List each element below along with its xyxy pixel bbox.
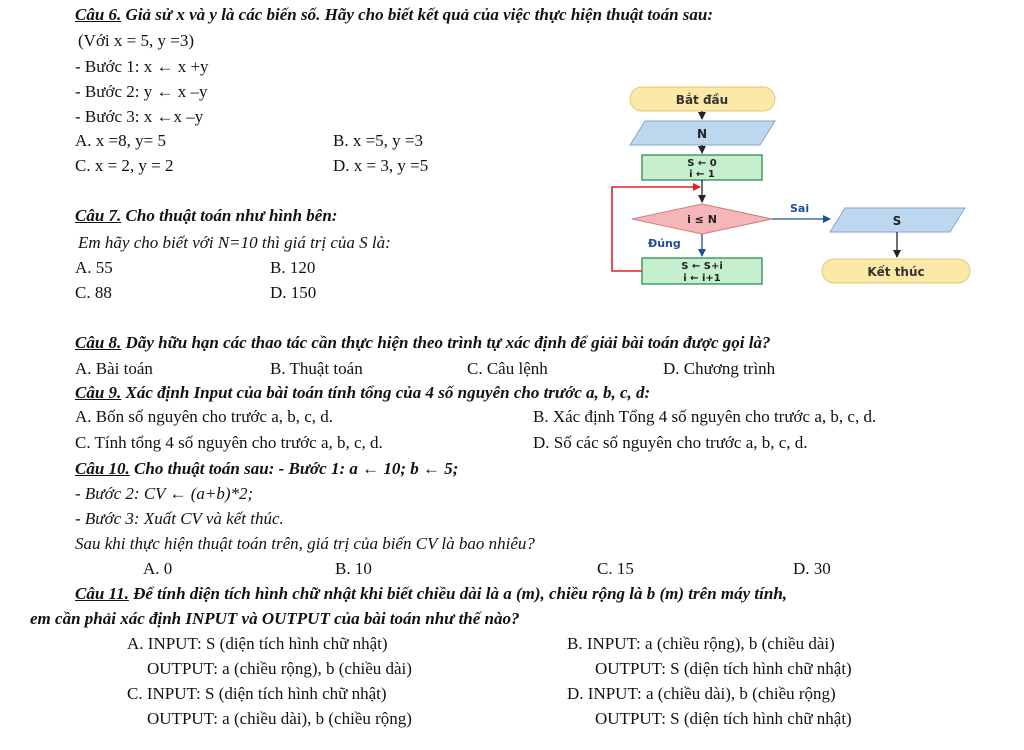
q8-option-b: B. Thuật toán xyxy=(270,359,363,378)
q11-option-b-input: B. INPUT: a (chiều rộng), b (chiều dài) xyxy=(567,634,835,653)
q7-heading xyxy=(75,205,337,227)
q11-option-a-input: A. INPUT: S (diện tích hình chữ nhật) xyxy=(127,634,388,653)
q6-text: Giả sử x và y là các biến số. Hãy cho biết kết quả của việc thực hiện thuật toán sau: xyxy=(121,5,714,24)
q11-option-d-input: D. INPUT: a (chiều dài), b (chiều rộng) xyxy=(567,684,836,703)
q11-heading xyxy=(75,583,787,605)
q8-option-a: A. Bài toán xyxy=(75,359,153,378)
flowchart-loop-i: i ← i+1 xyxy=(683,273,721,284)
q10-prompt: Sau khi thực hiện thuật toán trên, giá trị của biến CV là bao nhiêu? xyxy=(75,534,535,553)
q7-option-c: C. 88 xyxy=(75,283,112,302)
q6-option-b: B. x =5, y =3 xyxy=(333,131,424,150)
q9-option-b: B. Xác định Tổng 4 số nguyên cho trước a, b, c, d. xyxy=(533,407,877,426)
q7-label: Câu 7. xyxy=(75,206,122,225)
q11-text: Để tính diện tích hình chữ nhật khi biết chiều dài là a (m), chiều rộng là b (m) trên máy tính, xyxy=(128,584,788,603)
q9-option-d: D. Số các số nguyên cho trước a, b, c, d. xyxy=(533,433,808,452)
q10-option-c: C. 15 xyxy=(597,559,634,578)
q6-condition: (Với x = 5, y =3) xyxy=(78,31,194,50)
q10-option-d: D. 30 xyxy=(793,559,831,578)
q8-label: Câu 8. xyxy=(75,333,122,352)
q9-heading xyxy=(75,382,650,404)
q7-option-a: A. 55 xyxy=(75,258,113,277)
q8-option-c: C. Câu lệnh xyxy=(467,359,548,378)
q7-text: Cho thuật toán như hình bên: xyxy=(121,206,338,225)
flowchart-output-label: S xyxy=(892,214,902,228)
q9-option-a: A. Bốn số nguyên cho trước a, b, c, d. xyxy=(75,407,334,426)
q8-option-d: D. Chương trình xyxy=(663,359,776,378)
q10-label: Câu 10. xyxy=(75,459,130,478)
q6-option-a: A. x =8, y= 5 xyxy=(75,131,166,150)
flowchart-init-s: S ← 0 xyxy=(687,158,717,169)
q7-option-d: D. 150 xyxy=(270,283,317,302)
flowchart-true-label: Đúng xyxy=(648,237,681,250)
q7-prompt-suffix: thì giá trị của S là: xyxy=(257,233,391,252)
q6-step-3: - Bước 3: x ←x –y xyxy=(75,107,204,126)
q6-option-c: C. x = 2, y = 2 xyxy=(75,156,174,175)
q7-prompt-var: N=10 xyxy=(217,233,258,252)
q10-text: Cho thuật toán sau: - Bước 1: a ← 10; b ← 5; xyxy=(129,459,459,478)
q11-option-a-output: OUTPUT: a (chiều rộng), b (chiều dài) xyxy=(147,659,412,678)
flowchart-end-label: Kết thúc xyxy=(867,265,925,279)
q6-step-1: - Bước 1: x ← x +y xyxy=(75,57,209,76)
q6-heading xyxy=(75,4,713,26)
q9-text: Xác định Input của bài toán tính tổng của 4 số nguyên cho trước a, b, c, d: xyxy=(121,383,651,402)
q10-option-a: A. 0 xyxy=(143,559,173,578)
q6-option-d: D. x = 3, y =5 xyxy=(333,156,429,175)
q11-label: Câu 11. xyxy=(75,584,129,603)
q10-step-2: - Bước 2: CV ← (a+b)*2; xyxy=(75,484,254,503)
flowchart-input-label: N xyxy=(696,127,708,141)
q11-option-c-output: OUTPUT: a (chiều dài), b (chiều rộng) xyxy=(147,709,412,728)
flowchart-start-label: Bắt đầu xyxy=(675,93,729,107)
q10-step-3: - Bước 3: Xuất CV và kết thúc. xyxy=(75,509,284,528)
flowchart-condition-label: i ≤ N xyxy=(687,213,717,226)
q8-text: Dãy hữu hạn các thao tác cần thực hiện theo trình tự xác định để giải bài toán được gọi là? xyxy=(121,333,771,352)
q7-prompt xyxy=(78,232,391,254)
algorithm-flowchart xyxy=(600,75,980,290)
q9-label: Câu 9. xyxy=(75,383,122,402)
q7-prompt-prefix: Em hãy cho biết với xyxy=(78,233,218,252)
q10-heading xyxy=(75,458,458,480)
q11-option-c-input: C. INPUT: S (diện tích hình chữ nhật) xyxy=(127,684,387,703)
q8-heading xyxy=(75,332,770,354)
q9-option-c: C. Tính tổng 4 số nguyên cho trước a, b, c, d. xyxy=(75,433,383,452)
q7-option-b: B. 120 xyxy=(270,258,316,277)
flowchart-init-i: i ← 1 xyxy=(689,169,715,180)
q11-text-2: em cần phải xác định INPUT và OUTPUT của bài toán như thế nào? xyxy=(30,609,520,628)
q6-step-2: - Bước 2: y ← x –y xyxy=(75,82,208,101)
flowchart-loop-s: S ← S+i xyxy=(681,261,723,272)
q11-option-b-output: OUTPUT: S (diện tích hình chữ nhật) xyxy=(595,659,852,678)
q10-option-b: B. 10 xyxy=(335,559,372,578)
q11-option-d-output: OUTPUT: S (diện tích hình chữ nhật) xyxy=(595,709,852,728)
q6-label: Câu 6. xyxy=(75,5,122,24)
flowchart-false-label: Sai xyxy=(790,202,810,215)
